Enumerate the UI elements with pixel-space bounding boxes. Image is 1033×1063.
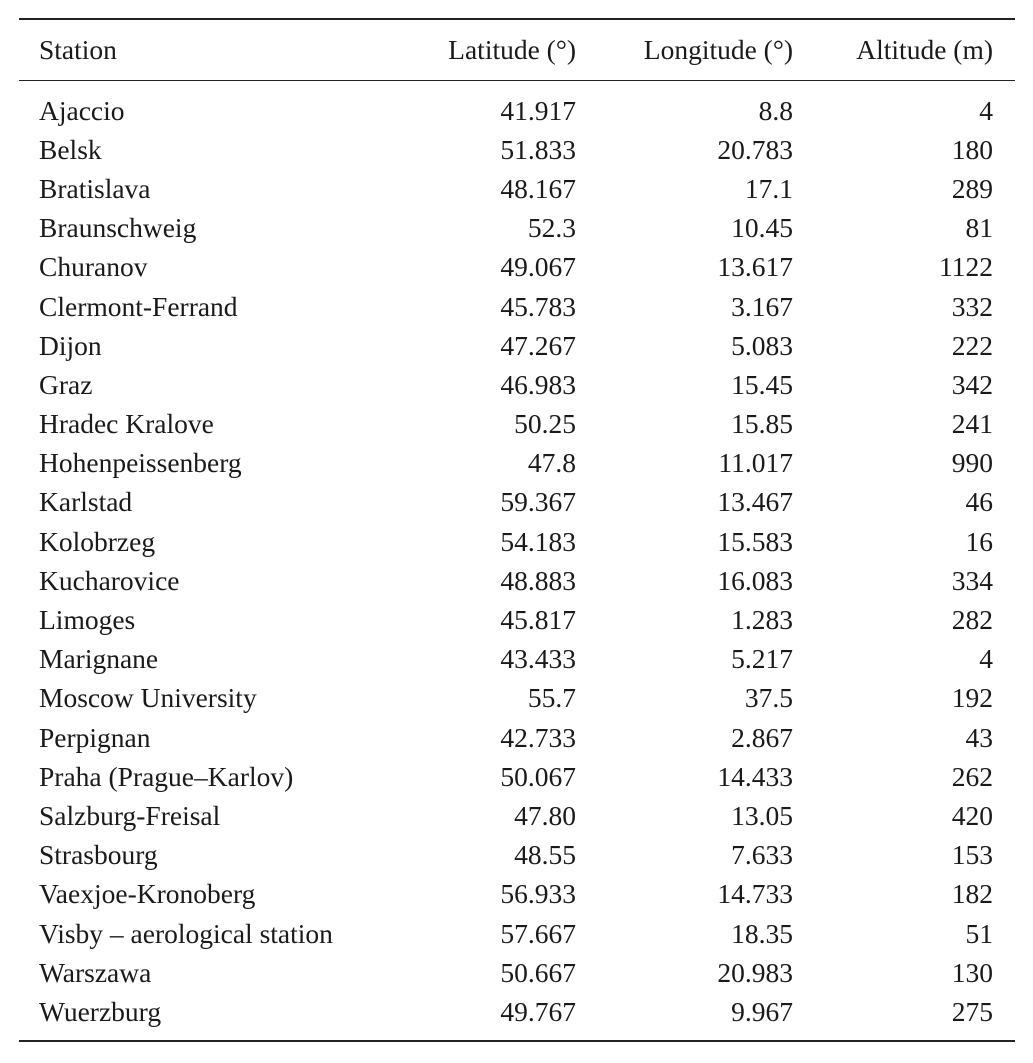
table-bottom-rule [19,1040,1015,1042]
cell-altitude: 43 [965,721,993,753]
table-row [19,483,1015,522]
header-longitude: Longitude (°) [578,20,795,81]
cell-latitude: 41.917 [500,94,576,126]
cell-longitude: 10.45 [731,212,793,244]
table-row [19,130,1015,169]
cell-longitude: 13.617 [717,251,793,283]
cell-longitude: 2.867 [731,721,793,753]
cell-altitude: 180 [951,133,993,165]
cell-latitude: 50.067 [500,760,576,792]
cell-altitude: 182 [951,878,993,910]
header-station: Station [19,20,391,81]
cell-station: Kolobrzeg [39,525,156,557]
cell-latitude: 45.783 [500,290,576,322]
cell-latitude: 43.433 [500,643,576,675]
cell-latitude: 48.167 [500,172,576,204]
cell-altitude: 241 [951,408,993,440]
cell-latitude: 48.55 [514,839,576,871]
table-row [19,796,1015,835]
cell-altitude: 81 [965,212,993,244]
cell-station: Ajaccio [39,94,125,126]
cell-station: Bratislava [39,172,151,204]
cell-latitude: 59.367 [500,486,576,518]
cell-longitude: 20.983 [717,956,793,988]
cell-latitude: 45.817 [500,604,576,636]
cell-longitude: 9.967 [731,995,793,1027]
cell-longitude: 13.467 [717,486,793,518]
cell-station: Hradec Kralove [39,408,214,440]
cell-altitude: 4 [979,94,993,126]
cell-latitude: 49.067 [500,251,576,283]
cell-altitude: 289 [951,172,993,204]
cell-station: Moscow University [39,682,257,714]
cell-station: Limoges [39,604,136,636]
header-altitude: Altitude (m) [795,20,1015,81]
table-row [19,365,1015,404]
cell-station: Karlstad [39,486,133,518]
cell-longitude: 15.45 [731,368,793,400]
cell-longitude: 14.733 [717,878,793,910]
table-row [19,444,1015,483]
table-row [19,561,1015,600]
cell-altitude: 420 [951,799,993,831]
table-header [19,20,1015,81]
table-row [19,914,1015,953]
station-data-table [19,20,1015,1040]
cell-longitude: 11.017 [718,447,793,479]
cell-latitude: 55.7 [527,682,576,714]
cell-latitude: 57.667 [500,917,576,949]
cell-longitude: 5.083 [731,329,793,361]
cell-latitude: 42.733 [500,721,576,753]
cell-station: Perpignan [39,721,151,753]
table-row [19,875,1015,914]
table-row [19,326,1015,365]
cell-altitude: 262 [951,760,993,792]
table-row [19,992,1015,1039]
cell-altitude: 282 [951,604,993,636]
table-row [19,757,1015,796]
cell-station: Dijon [39,329,102,361]
cell-longitude: 13.05 [731,799,793,831]
cell-station: Marignane [39,643,159,675]
cell-longitude: 17.1 [744,172,793,204]
cell-altitude: 130 [951,956,993,988]
table-row [19,405,1015,444]
cell-longitude: 14.433 [717,760,793,792]
cell-longitude: 16.083 [717,564,793,596]
cell-longitude: 20.783 [717,133,793,165]
cell-altitude: 334 [951,564,993,596]
cell-longitude: 5.217 [731,643,793,675]
table-row [19,836,1015,875]
cell-station: Belsk [39,133,102,165]
cell-longitude: 15.583 [717,525,793,557]
cell-altitude: 4 [979,643,993,675]
header-latitude: Latitude (°) [391,20,578,81]
cell-latitude: 50.25 [514,408,576,440]
cell-altitude: 332 [951,290,993,322]
station-table [19,18,1015,1042]
table-row [19,953,1015,992]
cell-longitude: 3.167 [731,290,793,322]
cell-latitude: 56.933 [500,878,576,910]
cell-latitude: 47.267 [500,329,576,361]
cell-station: Churanov [39,251,148,283]
cell-longitude: 1.283 [731,604,793,636]
cell-altitude: 222 [951,329,993,361]
cell-station: Kucharovice [39,564,180,596]
table-row [19,169,1015,208]
cell-longitude: 7.633 [731,839,793,871]
header-row [19,20,1015,81]
cell-latitude: 46.983 [500,368,576,400]
cell-station: Vaexjoe-Kronoberg [39,878,256,910]
cell-station: Visby – aerological station [39,917,333,949]
cell-latitude: 47.8 [527,447,576,479]
cell-longitude: 37.5 [744,682,793,714]
cell-latitude: 54.183 [500,525,576,557]
cell-station: Hohenpeissenberg [39,447,242,479]
cell-altitude: 46 [965,486,993,518]
cell-station: Warszawa [39,956,152,988]
cell-station: Salzburg-Freisal [39,799,221,831]
cell-latitude: 47.80 [514,799,576,831]
table-row [19,640,1015,679]
cell-station: Graz [39,368,93,400]
cell-altitude: 1122 [939,251,993,283]
table-row [19,522,1015,561]
table-row [19,81,1015,131]
cell-altitude: 51 [965,917,993,949]
table-row [19,679,1015,718]
table-row [19,718,1015,757]
table-row [19,600,1015,639]
cell-station: Wuerzburg [39,995,162,1027]
cell-altitude: 990 [951,447,993,479]
cell-altitude: 342 [951,368,993,400]
table-row [19,287,1015,326]
cell-altitude: 275 [951,995,993,1027]
table-row [19,248,1015,287]
cell-station: Praha (Prague–Karlov) [39,760,294,792]
cell-longitude: 18.35 [731,917,793,949]
cell-altitude: 192 [951,682,993,714]
cell-longitude: 15.85 [731,408,793,440]
table-body [19,81,1015,1040]
cell-station: Clermont-Ferrand [39,290,238,322]
cell-latitude: 51.833 [500,133,576,165]
cell-station: Braunschweig [39,212,197,244]
cell-latitude: 50.667 [500,956,576,988]
table-row [19,209,1015,248]
cell-station: Strasbourg [39,839,158,871]
cell-longitude: 8.8 [758,94,793,126]
cell-altitude: 16 [965,525,993,557]
cell-latitude: 52.3 [527,212,576,244]
cell-latitude: 48.883 [500,564,576,596]
cell-altitude: 153 [951,839,993,871]
cell-latitude: 49.767 [500,995,576,1027]
